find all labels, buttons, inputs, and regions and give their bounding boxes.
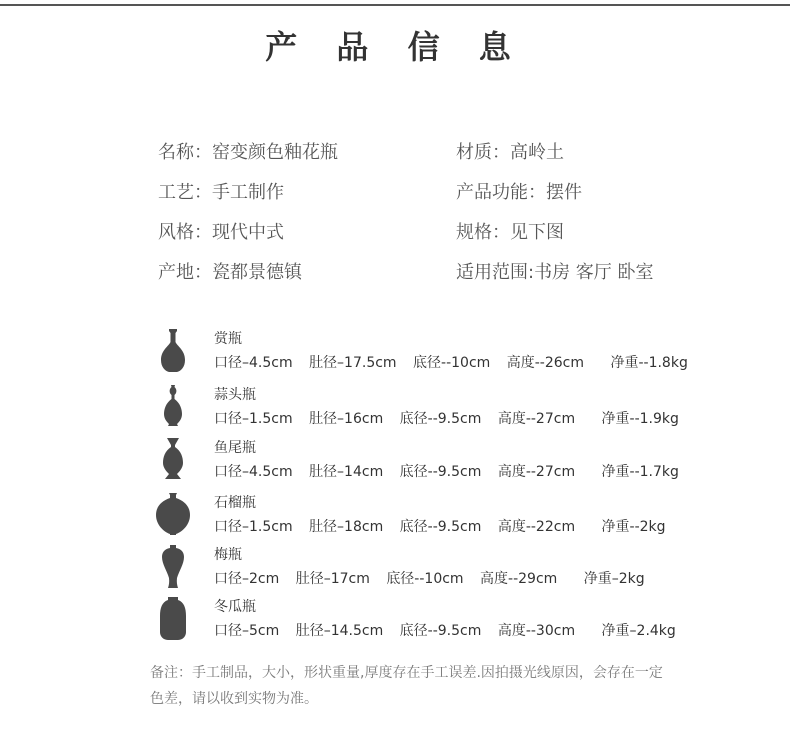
vase-specs	[214, 516, 678, 536]
vase-row-yuwei	[150, 437, 770, 489]
spec-height: 高度--26cm	[506, 355, 585, 371]
vase-name: 石榴瓶	[214, 495, 256, 511]
spec-base: 底径--10cm	[386, 571, 464, 587]
info-craft: 工艺：手工制作	[158, 182, 284, 203]
spec-weight: 净重--1.8kg	[610, 355, 688, 371]
vase-row-shangping	[150, 328, 770, 380]
spec-belly: 肚径–16cm	[309, 411, 384, 427]
spec-belly: 肚径–14.5cm	[295, 623, 384, 639]
vase-row-suantou	[150, 384, 770, 436]
vase-row-shiliu	[150, 492, 770, 544]
spec-mouth: 口径–4.5cm	[214, 464, 293, 480]
spec-mouth: 口径–4.5cm	[214, 355, 293, 371]
top-divider	[0, 4, 790, 6]
spec-mouth: 口径–2cm	[214, 571, 280, 587]
spec-base: 底径--9.5cm	[399, 464, 482, 480]
remark-note: 备注：手工制品，大小，形状重量,厚度存在手工误差.因拍摄光线原因，会存在一定色差，请以收到实物为准。	[150, 665, 663, 707]
spec-base: 底径--9.5cm	[399, 623, 482, 639]
spec-base: 底径--9.5cm	[399, 411, 482, 427]
spec-weight: 净重–2.4kg	[601, 623, 676, 639]
spec-belly: 肚径–18cm	[309, 519, 384, 535]
vase-row-meiping	[150, 544, 770, 596]
spec-height: 高度--27cm	[497, 464, 576, 480]
spec-height: 高度--30cm	[497, 623, 576, 639]
spec-height: 高度--29cm	[480, 571, 558, 587]
info-scope: 适用范围:书房 客厅 卧室	[456, 262, 654, 283]
vase-donggua-icon	[150, 596, 196, 642]
vase-name: 梅瓶	[214, 547, 242, 563]
spec-weight: 净重--1.9kg	[601, 411, 679, 427]
spec-base: 底径--10cm	[413, 355, 491, 371]
spec-mouth: 口径–5cm	[214, 623, 280, 639]
vase-shangping-icon	[150, 328, 196, 374]
info-function: 产品功能：摆件	[456, 182, 582, 203]
vase-name: 蒜头瓶	[214, 387, 256, 403]
vase-name: 赏瓶	[214, 331, 242, 347]
spec-weight: 净重–2kg	[583, 571, 645, 587]
vase-specs	[214, 568, 657, 588]
page-title: 产 品 信 息	[265, 28, 525, 66]
vase-specs	[214, 461, 691, 481]
spec-mouth: 口径–1.5cm	[214, 519, 293, 535]
info-spec: 规格：见下图	[456, 222, 564, 243]
spec-weight: 净重--1.7kg	[601, 464, 679, 480]
spec-height: 高度--27cm	[497, 411, 576, 427]
vase-yuwei-icon	[150, 437, 196, 483]
vase-name: 冬瓜瓶	[214, 599, 256, 615]
spec-belly: 肚径–17.5cm	[309, 355, 397, 371]
info-material: 材质：高岭土	[456, 142, 564, 163]
info-origin: 产地：瓷都景德镇	[158, 262, 302, 283]
spec-belly: 肚径–17cm	[295, 571, 370, 587]
info-style: 风格：现代中式	[158, 222, 284, 243]
info-name: 名称：窑变颜色釉花瓶	[158, 142, 338, 163]
spec-weight: 净重--2kg	[601, 519, 666, 535]
vase-specs	[214, 352, 700, 372]
vase-meiping-icon	[150, 544, 196, 590]
spec-belly: 肚径–14cm	[309, 464, 384, 480]
spec-base: 底径--9.5cm	[399, 519, 482, 535]
vase-suantou-icon	[150, 384, 196, 430]
spec-mouth: 口径–1.5cm	[214, 411, 293, 427]
vase-shiliu-icon	[150, 492, 196, 538]
vase-row-donggua	[150, 596, 770, 648]
spec-height: 高度--22cm	[497, 519, 576, 535]
vase-specs	[214, 620, 688, 640]
vase-name: 鱼尾瓶	[214, 440, 256, 456]
vase-specs	[214, 408, 691, 428]
